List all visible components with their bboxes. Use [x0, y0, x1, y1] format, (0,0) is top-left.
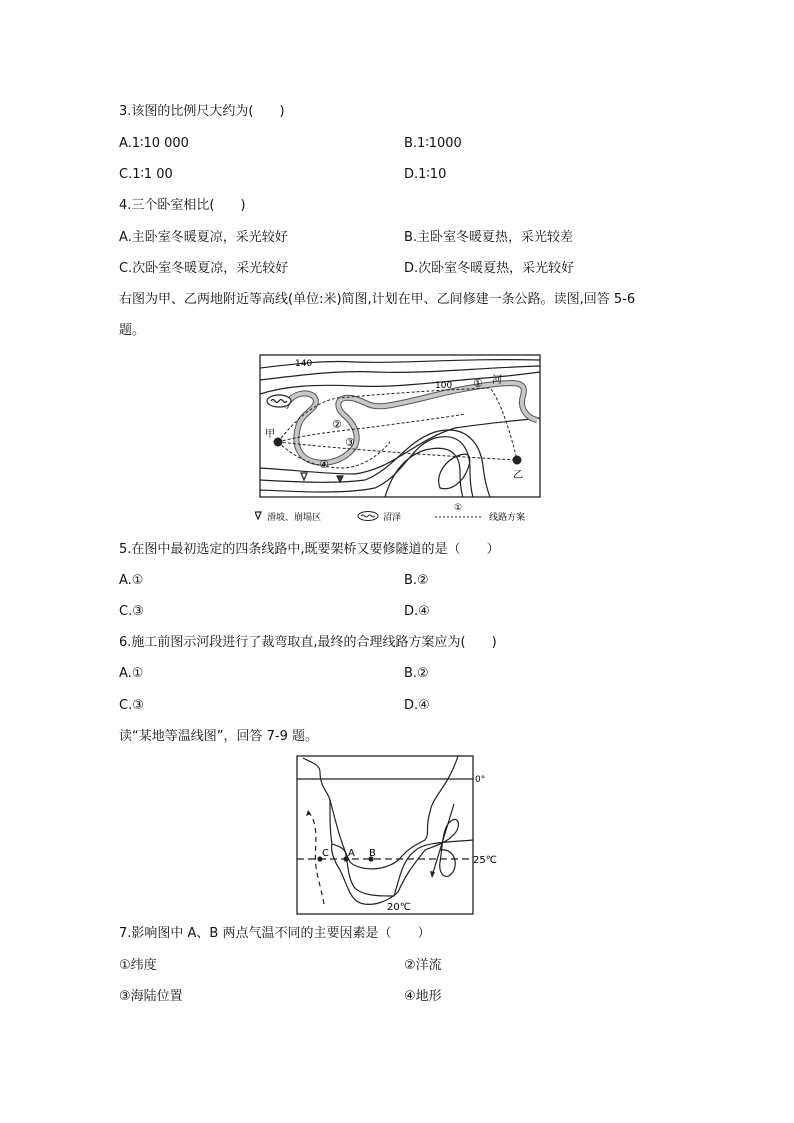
label-route-1: ①: [473, 377, 483, 390]
intro-5-6-line2: 题。: [119, 323, 146, 338]
q5-stem: 5.在图中最初选定的四条线路中,既要架桥又要修隧道的是（ ）: [119, 542, 500, 557]
q5-option-c: C.③: [119, 604, 144, 619]
q6-option-a: A.①: [119, 666, 144, 681]
label-isotherm-25: 25℃: [473, 855, 497, 866]
label-isotherm-20: 20℃: [387, 902, 411, 913]
q7-option-1: ①纬度: [119, 958, 157, 973]
label-route-4: ④: [319, 458, 329, 471]
label-point-b: B: [369, 848, 376, 859]
q4-option-a: A.主卧室冬暖夏凉，采光较好: [119, 230, 288, 245]
q4-stem: 4.三个卧室相比( ): [119, 198, 246, 213]
label-point-c: C: [322, 848, 329, 859]
label-jia: 甲: [265, 429, 275, 440]
label-100: 100: [435, 381, 453, 391]
contour-map-figure: [255, 350, 545, 530]
intro-5-6-line1: 右图为甲、乙两地附近等高线(单位:米)简图,计划在甲、乙间修建一条公路。读图,回答 5-6: [119, 292, 636, 307]
isotherm-map-figure: [290, 752, 500, 918]
label-140: 140: [295, 359, 313, 369]
q6-option-c: C.③: [119, 698, 144, 713]
label-latitude-0: 0°: [475, 775, 486, 785]
q5-option-d: D.④: [404, 604, 430, 619]
q6-option-b: B.②: [404, 666, 429, 681]
point-yi-icon: [513, 456, 522, 465]
q3-stem: 3.该图的比例尺大约为( ): [119, 104, 285, 119]
legend-landslide-label: 滑坡、崩塌区: [267, 513, 322, 523]
intro-7-9: 读“某地等温线图”，回答 7-9 题。: [119, 729, 318, 744]
q5-option-b: B.②: [404, 573, 429, 588]
q6-stem: 6.施工前图示河段进行了裁弯取直,最终的合理线路方案应为( ): [119, 635, 497, 650]
isotherm-map-svg: [290, 752, 500, 918]
label-yi: 乙: [513, 470, 523, 481]
contour-map-svg: [255, 350, 545, 530]
q6-option-d: D.④: [404, 698, 430, 713]
label-river: 河: [492, 375, 502, 386]
label-route-3: ③: [345, 436, 355, 449]
legend-swamp-label: 沼泽: [383, 513, 402, 523]
legend-landslide-icon: [255, 512, 261, 519]
q3-option-a: A.1∶10 000: [119, 136, 189, 151]
legend-route-label: 线路方案: [489, 513, 526, 523]
q7-option-2: ②洋流: [404, 958, 442, 973]
legend-route-num: ①: [454, 503, 463, 513]
q7-option-3: ③海陆位置: [119, 989, 183, 1004]
q3-option-b: B.1∶1000: [404, 136, 462, 151]
label-point-a: A: [348, 848, 355, 859]
label-route-2: ②: [332, 418, 342, 431]
q4-option-b: B.主卧室冬暖夏热，采光较差: [404, 230, 574, 245]
q4-option-c: C.次卧室冬暖夏凉，采光较好: [119, 261, 289, 276]
q7-stem: 7.影响图中 A、B 两点气温不同的主要因素是（ ）: [119, 926, 431, 941]
q4-option-d: D.次卧室冬暖夏热，采光较好: [404, 261, 575, 276]
q3-option-d: D.1∶10: [404, 167, 447, 182]
q3-option-c: C.1∶1 00: [119, 167, 173, 182]
q7-option-4: ④地形: [404, 989, 442, 1004]
q5-option-a: A.①: [119, 573, 144, 588]
